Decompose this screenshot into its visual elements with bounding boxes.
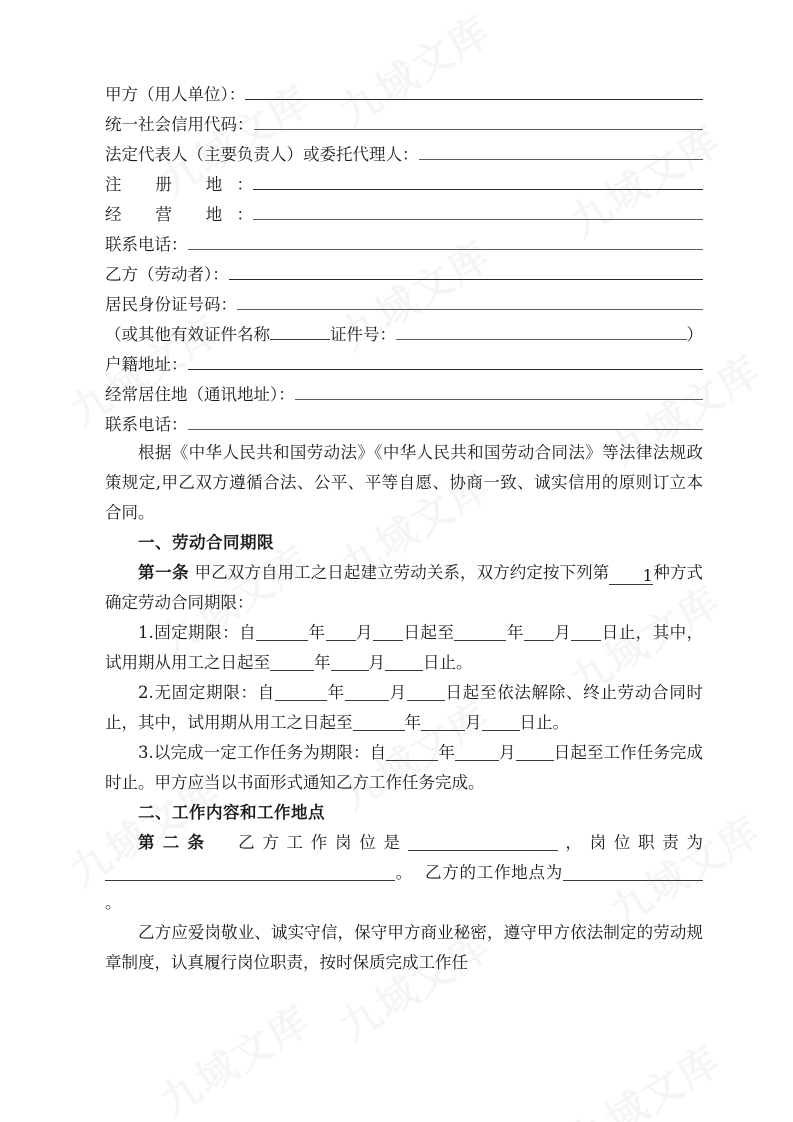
option-1-probation-month-input[interactable]: [331, 653, 369, 671]
field-input-residence-address[interactable]: [295, 378, 703, 400]
option-2-title: 无固定期限：: [153, 683, 258, 702]
field-label: 经 营 地：: [105, 205, 253, 224]
clause-two-text-e: 。: [105, 893, 122, 912]
option-3-part-2: 月: [498, 743, 516, 762]
field-input-party-b-phone[interactable]: [188, 408, 704, 430]
option-2-year-start-input[interactable]: [275, 683, 327, 701]
party-b-field-block: [105, 258, 703, 438]
option-3-title: 以完成一定工作任务为期限：: [153, 743, 370, 762]
clause-one-text-b: 种方式确定劳动合同期限：: [105, 563, 704, 612]
option-3-day-input[interactable]: [516, 743, 554, 761]
field-label: 联系电话：: [105, 415, 188, 434]
field-input-party-b-name[interactable]: [229, 258, 703, 280]
field-label: 户籍地址：: [105, 355, 188, 374]
option-1-year-end-input[interactable]: [454, 623, 506, 641]
option-3-part-1: 年: [438, 743, 455, 762]
option-1-day-start-input[interactable]: [373, 623, 403, 641]
field-row-credit-code: [105, 108, 703, 138]
option-3-month-input[interactable]: [455, 743, 499, 761]
option-2-part-6: 日止。: [519, 713, 569, 732]
field-label: 乙方（劳动者）：: [105, 265, 229, 284]
option-1-part-4: 年: [506, 623, 524, 642]
field-input-alt-id-number[interactable]: [396, 318, 687, 340]
watermark-text: [558, 1030, 731, 1122]
option-1-part-0: 自: [239, 623, 257, 642]
option-3-number: 3.: [138, 743, 154, 762]
party-a-field-block: [105, 78, 703, 258]
section-one-heading: 一、劳动合同期限: [138, 533, 274, 552]
field-input-party-a-phone[interactable]: [188, 228, 704, 250]
field-row-business-address: [105, 198, 703, 228]
section-two-heading: 二、工作内容和工作地点: [138, 803, 325, 822]
clause-one-label: 第一条: [138, 563, 190, 582]
field-input-credit-code[interactable]: [254, 108, 704, 130]
option-1-day-end-input[interactable]: [571, 623, 601, 641]
field-input-legal-rep[interactable]: [419, 138, 704, 160]
field-row-party-b-phone: [105, 408, 703, 438]
field-row-legal-rep: [105, 138, 703, 168]
field-label: 经常居住地（通讯地址）：: [105, 385, 295, 404]
employee-duties-paragraph: 乙方应爱岗敬业、诚实守信，保守甲方商业秘密，遵守甲方依法制定的劳动规章制度，认真履行岗位职责，按时保质完成工作任: [105, 923, 703, 972]
option-3-year-input[interactable]: [386, 743, 438, 761]
option-2-probation-year-input[interactable]: [353, 713, 405, 731]
clause-two-text-c: 。: [395, 863, 413, 882]
field-row-party-b-name: [105, 258, 703, 288]
field-input-id-number[interactable]: [237, 288, 703, 310]
term-option-1: [105, 618, 703, 678]
clause-two-text-d: 乙方的工作地点为: [425, 863, 563, 882]
option-2-part-5: 月: [465, 713, 482, 732]
field-input-party-a-name[interactable]: [245, 78, 703, 100]
option-1-part-6: 日止，其中，试用期从用工之日起至: [105, 623, 704, 672]
selected-option-input[interactable]: 1: [609, 567, 653, 585]
option-1-part-2: 月: [355, 623, 373, 642]
field-row-id-number: [105, 288, 703, 318]
job-position-input[interactable]: [408, 833, 558, 851]
field-label: 法定代表人（主要负责人）或委托代理人：: [105, 145, 419, 164]
option-2-part-3: 日起至依法解除、终止劳动合同时止，其中，试用期从用工之日起至: [105, 683, 704, 732]
term-option-2: [105, 678, 703, 738]
field-label: 注 册 地：: [105, 175, 253, 194]
option-2-part-1: 年: [326, 683, 345, 702]
option-1-probation-year-input[interactable]: [270, 653, 314, 671]
option-1-part-3: 日起至: [402, 623, 455, 642]
field-row-registered-address: [105, 168, 703, 198]
option-2-month-start-input[interactable]: [345, 683, 389, 701]
field-row-residence-address: [105, 378, 703, 408]
clause-two-label: 第二条: [138, 833, 213, 852]
field-row-alt-id: [105, 318, 703, 348]
field-label: 联系电话：: [105, 235, 188, 254]
option-3-part-3: 日起至工作任务完成时止。甲方应当以书面形式通知乙方工作任务完成。: [105, 743, 704, 792]
option-1-number: 1.: [138, 623, 154, 642]
option-2-day-start-input[interactable]: [407, 683, 445, 701]
field-input-alt-id-name[interactable]: [270, 322, 330, 340]
field-label: 统一社会信用代码：: [105, 115, 254, 134]
option-1-title: 固定期限：: [153, 623, 240, 642]
option-2-part-4: 年: [404, 713, 421, 732]
option-1-part-1: 年: [308, 623, 326, 642]
option-1-part-9: 日止。: [423, 653, 473, 672]
clause-two-paragraph: [105, 828, 703, 918]
option-1-part-7: 年: [314, 653, 331, 672]
option-1-part-5: 月: [553, 623, 572, 642]
clause-one-paragraph: [105, 558, 703, 618]
field-input-business-address[interactable]: [253, 198, 703, 220]
option-2-part-2: 月: [388, 683, 407, 702]
option-1-part-8: 月: [368, 653, 385, 672]
alt-id-prefix-label: （或其他有效证件名称: [105, 325, 270, 344]
field-row-household-address: [105, 348, 703, 378]
option-1-month-end-input[interactable]: [524, 623, 554, 641]
term-option-3: [105, 738, 703, 798]
field-input-registered-address[interactable]: [253, 168, 703, 190]
watermark-text: [148, 990, 321, 1122]
alt-id-suffix-label: ）: [686, 325, 703, 344]
preamble-paragraph: 根据《中华人民共和国劳动法》《中华人民共和国劳动合同法》等法律法规政策规定,甲乙双方遵循合法、公平、平等自愿、协商一致、诚实信用的原则订立本合同。: [105, 443, 703, 522]
field-input-household-address[interactable]: [188, 348, 704, 370]
field-row-party-a-name: [105, 78, 703, 108]
work-location-input[interactable]: [563, 863, 703, 881]
option-2-probation-month-input[interactable]: [421, 713, 465, 731]
option-2-part-0: 自: [257, 683, 275, 702]
option-2-number: 2.: [138, 683, 154, 702]
option-1-month-start-input[interactable]: [326, 623, 356, 641]
option-1-probation-day-input[interactable]: [385, 653, 423, 671]
clause-one-text-a: 甲乙双方自用工之日起建立劳动关系，双方约定按下列第: [194, 563, 610, 582]
clause-two-text-a: 乙方工作岗位是: [238, 833, 408, 852]
option-3-part-0: 自: [369, 743, 387, 762]
job-duties-input[interactable]: [105, 863, 395, 881]
option-2-probation-day-input[interactable]: [482, 713, 520, 731]
field-row-party-a-phone: [105, 228, 703, 258]
field-label: 居民身份证号码：: [105, 295, 237, 314]
field-label: 甲方（用人单位）：: [105, 85, 246, 104]
clause-two-text-b: ，岗位职责为: [557, 833, 704, 852]
alt-id-middle-label: 证件号：: [330, 325, 396, 344]
option-1-year-start-input[interactable]: [256, 623, 308, 641]
